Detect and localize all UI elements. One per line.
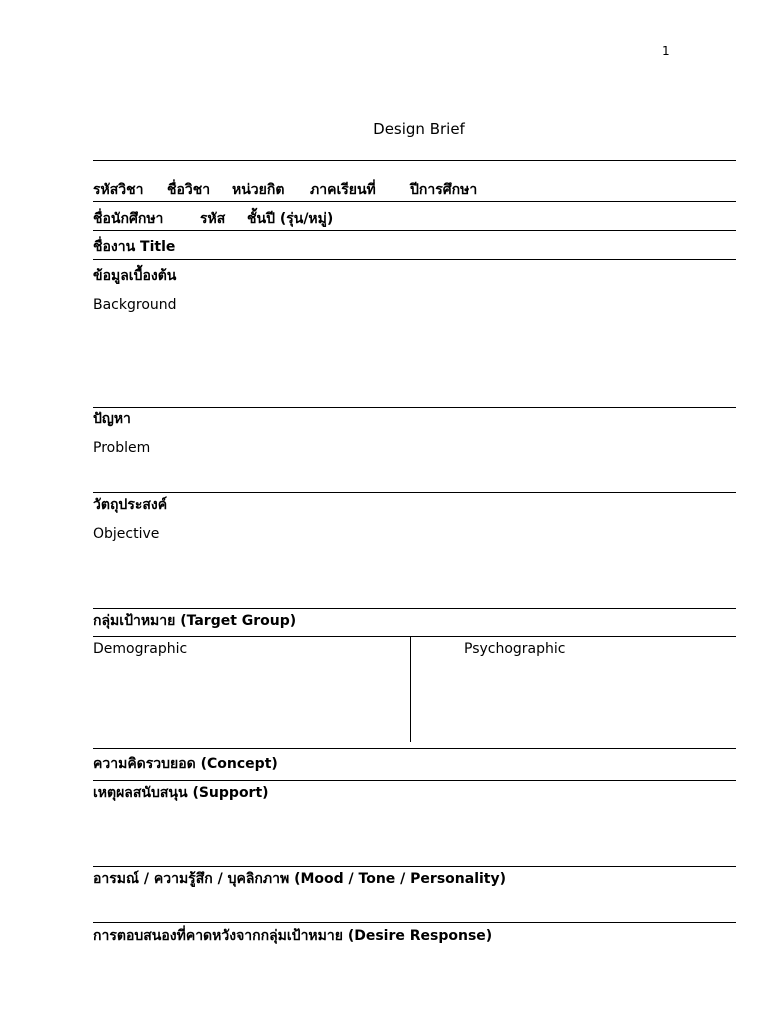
divider-support: [93, 866, 736, 867]
academic-year-label: ปีการศึกษา: [410, 182, 478, 198]
divider-target-group: [93, 636, 736, 637]
background-th-label: ข้อมูลเบื้องต้น: [93, 268, 177, 284]
desire-response-label: การตอบสนองที่คาดหวังจากกลุ่มเป้าหมาย (Desire Response): [93, 928, 493, 944]
divider-title-row: [93, 259, 736, 260]
document-title: Design Brief: [373, 120, 465, 138]
divider-objective: [93, 608, 736, 609]
divider-course-row: [93, 201, 736, 202]
mood-tone-label: อารมณ์ / ความรู้สึก / บุคลิกภาพ (Mood / Tone / Personality): [93, 871, 507, 887]
semester-label: ภาคเรียนที่: [310, 182, 376, 198]
credits-label: หน่วยกิต: [232, 182, 285, 198]
divider-demographic: [93, 748, 736, 749]
work-title-label: ชื่องาน Title: [93, 239, 176, 255]
objective-th-label: วัตถุประสงค์: [93, 497, 168, 513]
target-group-label: กลุ่มเป้าหมาย (Target Group): [93, 613, 297, 629]
course-name-label: ชื่อวิชา: [167, 182, 211, 198]
concept-label: ความคิดรวบยอด (Concept): [93, 756, 278, 772]
course-code-label: รหัสวิชา: [93, 182, 144, 198]
support-label: เหตุผลสนับสนุน (Support): [93, 785, 269, 801]
divider-concept: [93, 780, 736, 781]
psychographic-label: Psychographic: [464, 641, 566, 657]
divider-top: [93, 160, 736, 161]
divider-demographic-psychographic: [410, 636, 411, 742]
objective-en-label: Objective: [93, 526, 160, 542]
year-group-label: ชั้นปี (รุ่น/หมู่): [247, 211, 334, 227]
divider-student-row: [93, 230, 736, 231]
student-id-label: รหัส: [200, 211, 226, 227]
divider-problem: [93, 492, 736, 493]
student-name-label: ชื่อนักศึกษา: [93, 211, 164, 227]
background-en-label: Background: [93, 297, 177, 313]
problem-en-label: Problem: [93, 440, 151, 456]
divider-mood: [93, 922, 736, 923]
page-number: 1: [662, 44, 670, 58]
demographic-label: Demographic: [93, 641, 188, 657]
problem-th-label: ปัญหา: [93, 411, 131, 427]
divider-background: [93, 407, 736, 408]
